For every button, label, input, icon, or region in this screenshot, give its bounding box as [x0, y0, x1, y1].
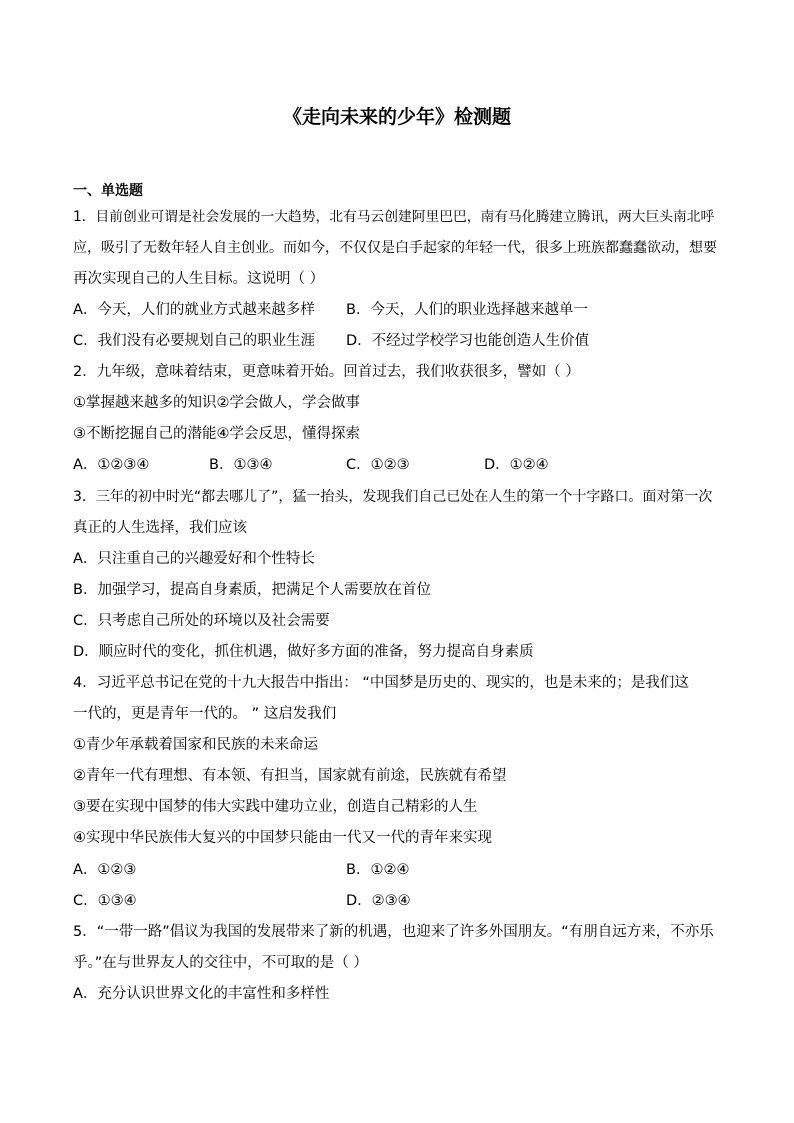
q3-option-d: D．顺应时代的变化，抓住机遇，做好多方面的准备，努力提高自身素质 [73, 644, 534, 660]
q4-option-a: A．①②③ [73, 862, 137, 878]
q2-stem-line-2: ①掌握越来越多的知识②学会做人，学会做事 [73, 395, 360, 411]
q1-stem-line-3: 再次实现自己的人生目标。这说明（ ） [73, 271, 325, 287]
q3-option-a: A．只注重自己的兴趣爱好和个性特长 [73, 551, 315, 567]
q1-option-a: A．今天，人们的就业方式越来越多样 [73, 302, 315, 318]
q4-option-d: D．②③④ [346, 893, 411, 909]
q3-option-c: C．只考虑自己所处的环境以及社会需要 [73, 613, 330, 629]
q4-stem-line-5: ③要在实现中国梦的伟大实践中建功立业，创造自己精彩的人生 [73, 799, 478, 815]
q5-option-a: A．充分认识世界文化的丰富性和多样性 [73, 986, 330, 1002]
q2-option-a: A．①②③④ [73, 457, 150, 473]
q4-option-b: B．①②④ [346, 862, 410, 878]
q1-option-b: B．今天，人们的职业选择越来越单一 [346, 302, 588, 318]
q1-stem-line-1: 1．目前创业可谓是社会发展的一大趋势，北有马云创建阿里巴巴，南有马化腾建立腾讯，两大巨头南北呼 [73, 209, 715, 225]
q2-option-c: C．①②③ [346, 457, 410, 473]
q4-option-c: C．①③④ [73, 893, 137, 909]
section-heading: 一、单选题 [73, 183, 143, 199]
q5-stem-line-1: 5．“一带一路”倡议为我国的发展带来了新的机遇，也迎来了许多外国朋友。“有朋自远方来，不亦乐 [73, 924, 714, 940]
q4-stem-line-1: 4．习近平总书记在党的十九大报告中指出： “中国梦是历史的、现实的，也是未来的；是我们这 [73, 675, 689, 691]
q2-option-d: D．①②④ [484, 457, 549, 473]
document-title: 《走向未来的少年》检测题 [282, 106, 511, 128]
q4-stem-line-6: ④实现中华民族伟大复兴的中国梦只能由一代又一代的青年来实现 [73, 830, 492, 846]
q2-stem-line-3: ③不断挖掘自己的潜能④学会反思，懂得探索 [73, 426, 360, 442]
q4-stem-line-3: ①青少年承载着国家和民族的未来命运 [73, 737, 318, 753]
q2-option-b: B．①③④ [209, 457, 273, 473]
q2-stem-line-1: 2．九年级，意味着结束，更意味着开始。回首过去，我们收获很多，譬如（ ） [73, 364, 580, 380]
q3-stem-line-1: 3．三年的初中时光“都去哪儿了”，猛一抬头，发现我们自己已处在人生的第一个十字路口。面对第一次 [73, 489, 713, 505]
q1-option-c: C．我们没有必要规划自己的职业生涯 [73, 333, 316, 349]
q3-option-b: B．加强学习，提高自身素质，把满足个人需要放在首位 [73, 582, 431, 598]
q1-option-d: D．不经过学校学习也能创造人生价值 [346, 333, 590, 349]
q3-stem-line-2: 真正的人生选择，我们应该 [73, 520, 247, 536]
q1-stem-line-2: 应，吸引了无数年轻人自主创业。而如今，不仅仅是白手起家的年轻一代，很多上班族都蠢蠢欲动，想要 [73, 240, 717, 256]
q4-stem-line-2: 一代的，更是青年一代的。 ” 这启发我们 [73, 706, 337, 722]
q4-stem-line-4: ②青年一代有理想、有本领、有担当，国家就有前途，民族就有希望 [73, 768, 507, 784]
q5-stem-line-2: 乎。”在与世界友人的交往中，不可取的是（ ） [73, 955, 368, 971]
